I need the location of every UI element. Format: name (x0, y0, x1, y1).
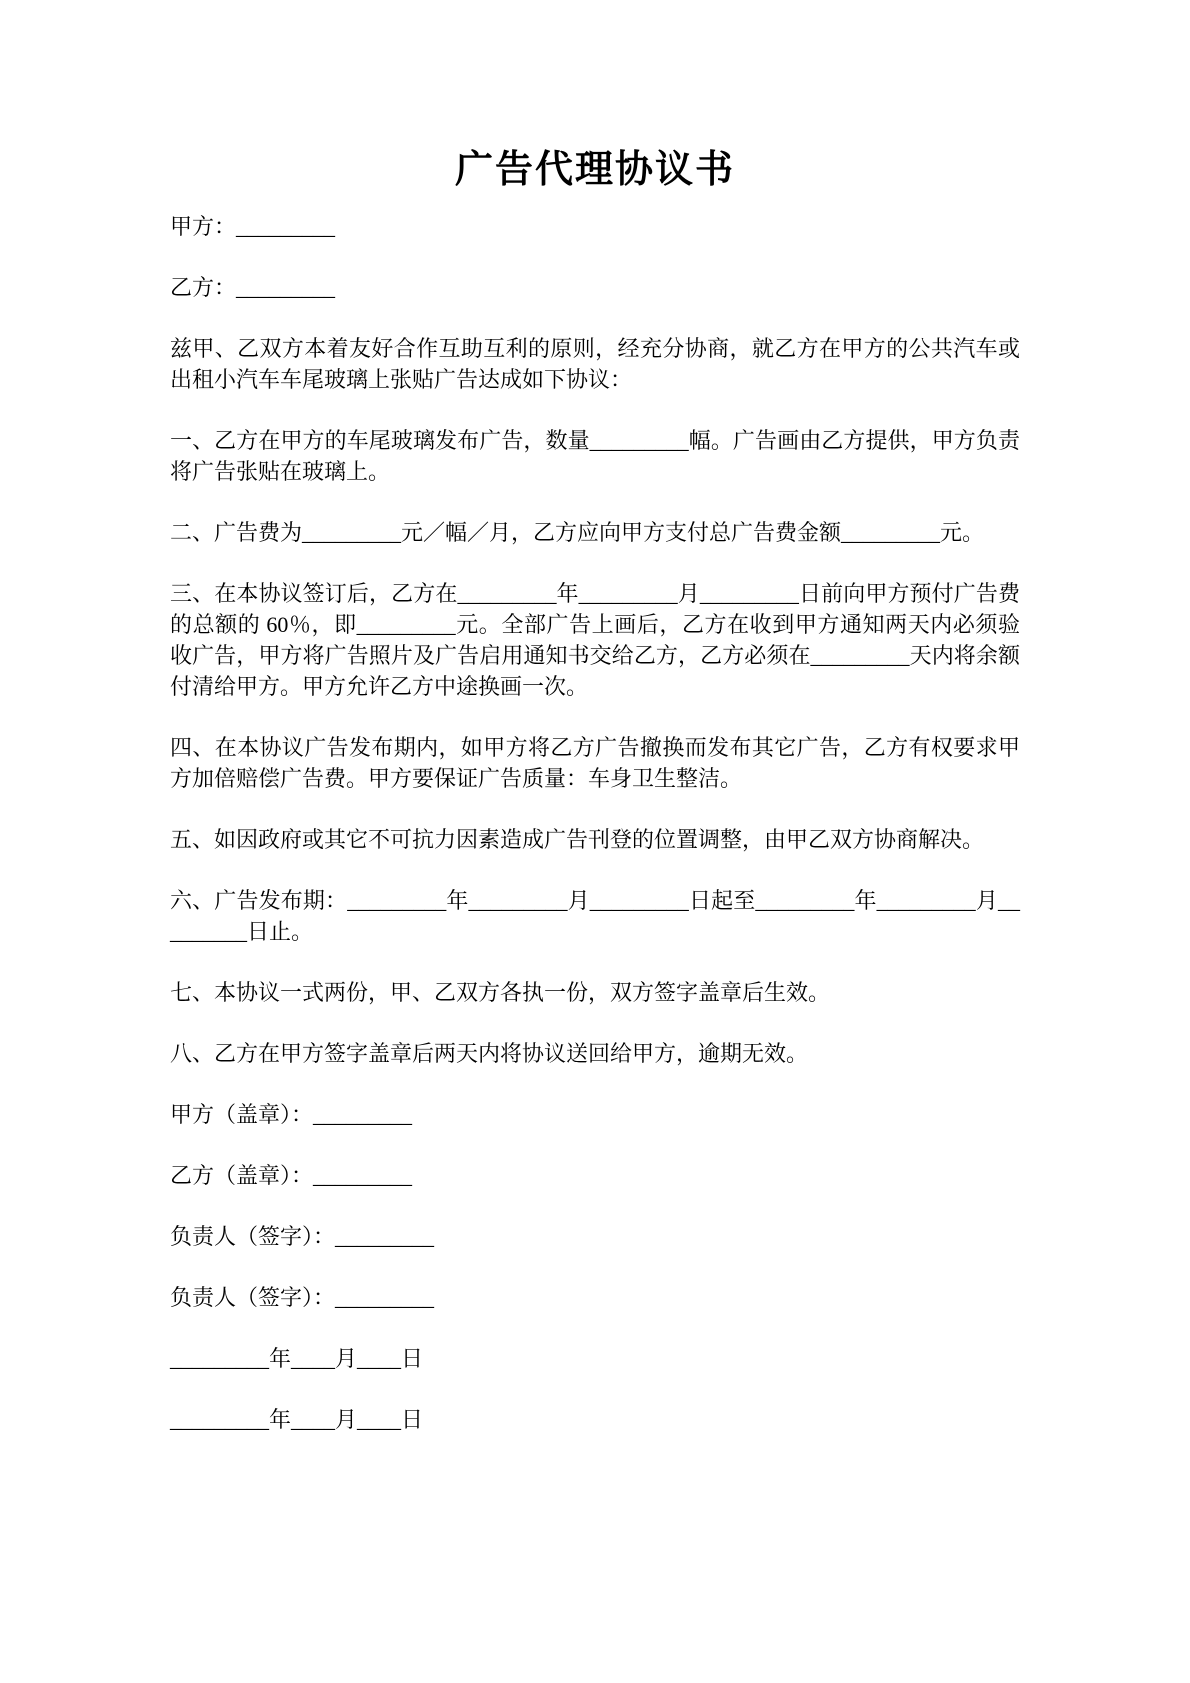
clause-2: 二、广告费为_________元／幅／月，乙方应向甲方支付总广告费金额_________元。 (170, 520, 985, 545)
party-b-line: 乙方：_________ (170, 275, 336, 300)
clause-1: 一、乙方在甲方的车尾玻璃发布广告，数量_________幅。广告画由乙方提供，甲方负责将广告张贴在玻璃上。 (170, 428, 1020, 484)
preamble: 兹甲、乙双方本着友好合作互助互利的原则，经充分协商，就乙方在甲方的公共汽车或出租小汽车车尾玻璃上张贴广告达成如下协议： (170, 336, 1020, 392)
clause-8: 八、乙方在甲方签字盖章后两天内将协议送回给甲方，逾期无效。 (170, 1041, 809, 1066)
clause-7: 七、本协议一式两份，甲、乙双方各执一份，双方签字盖章后生效。 (170, 980, 831, 1005)
party-b-seal-line: 乙方（盖章）：_________ (170, 1163, 413, 1188)
responsible-person-signature-line-2: 负责人（签字）：_________ (170, 1285, 435, 1310)
clause-3: 三、在本协议签订后，乙方在_________年_________月_________日前向甲方预付广告费的总额的 60％，即_________元。全部广告上画后，乙方在收到甲方通知两天内必须验收广告，甲方将广告照片及广告启用通知书交给乙方，乙方必须在_________天内将余额付清给甲方。甲方允许乙方中途换画一次。 (170, 581, 1020, 699)
party-a-line: 甲方：_________ (170, 214, 336, 239)
date-line-1: _________年____月____日 (170, 1346, 424, 1371)
clause-5: 五、如因政府或其它不可抗力因素造成广告刊登的位置调整，由甲乙双方协商解决。 (170, 827, 985, 852)
responsible-person-signature-line-1: 负责人（签字）：_________ (170, 1224, 435, 1249)
document-title: 广告代理协议书 (454, 149, 735, 191)
party-a-seal-line: 甲方（盖章）：_________ (170, 1102, 413, 1127)
clause-4: 四、在本协议广告发布期内，如甲方将乙方广告撤换而发布其它广告，乙方有权要求甲方加倍赔偿广告费。甲方要保证广告质量：车身卫生整洁。 (170, 735, 1020, 791)
clause-6: 六、广告发布期：_________年_________月_________日起至_________年_________月_________日止。 (170, 888, 1020, 944)
date-line-2: _________年____月____日 (170, 1407, 424, 1432)
